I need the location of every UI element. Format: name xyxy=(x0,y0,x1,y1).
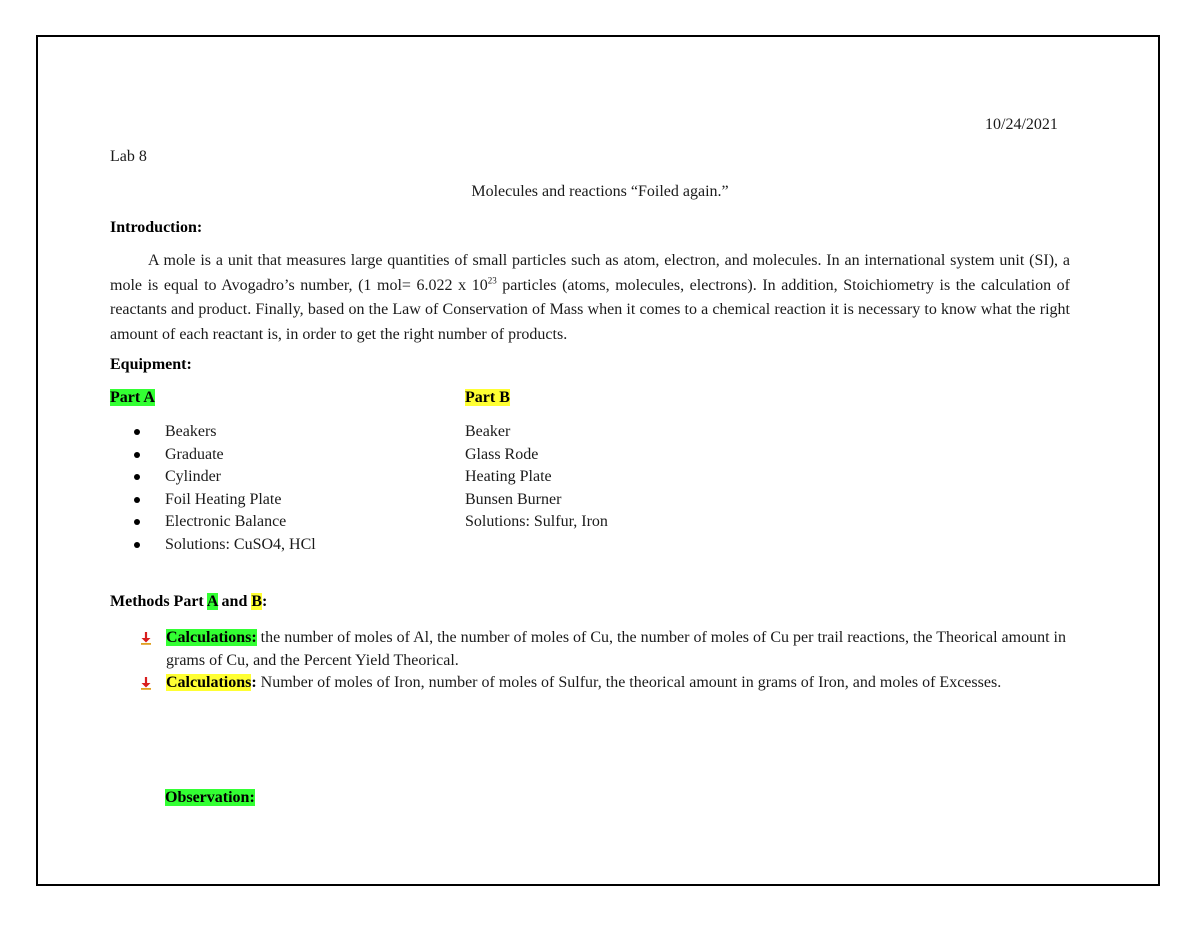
part-a-label: Part A xyxy=(110,389,155,406)
part-b-equipment-list xyxy=(465,421,608,534)
list-item: Beakers xyxy=(110,421,316,444)
list-item: Solutions: Sulfur, Iron xyxy=(465,513,608,530)
date: 10/24/2021 xyxy=(985,116,1058,133)
list-item: Solutions: CuSO4, HCl xyxy=(110,534,316,557)
lab-number: Lab 8 xyxy=(110,148,147,165)
list-item: Glass Rode xyxy=(465,445,539,463)
list-item: Graduate xyxy=(110,444,316,467)
methods-item-b: Calculations: Number of moles of Iron, number of moles of Sulfur, the theorical amount in grams of Iron, and moles of Excesses. xyxy=(138,672,1078,695)
part-b-label: Part B xyxy=(465,389,510,406)
list-item: Cylinder xyxy=(110,466,316,489)
observation-heading: Observation: xyxy=(165,789,255,806)
avogadro-exponent: 23 xyxy=(487,275,497,286)
document-page xyxy=(36,35,1160,886)
list-item: Electronic Balance xyxy=(110,511,316,534)
methods-heading: Methods Part A and B: xyxy=(110,593,268,610)
list-item: Foil Heating Plate xyxy=(110,489,316,512)
list-item: Beaker xyxy=(465,423,511,440)
list-item: Bunsen Burner xyxy=(465,490,562,508)
introduction-paragraph: A mole is a unit that measures large quantities of small particles such as atom, electron, and molecules. In an international system unit (SI), a mole is equal to Avogadro’s number, (1 mol= 6.022 x $10^{23}$ particles (atoms, molecules, electrons). In addition, Stoichiometry is the calculation of reactants and product. Finally, based on the Law of Conservation of Mass when it comes to a chemical reaction it is necessary to know what the right amount of each reactant is, in order to get the right number of products. xyxy=(110,252,1071,343)
list-item: Heating Plate xyxy=(465,468,552,485)
arrow-down-icon xyxy=(138,672,154,692)
methods-item-a: Calculations: the number of moles of Al, the number of moles of Cu, the number of moles of Cu per trail reactions, the Theorical amount in grams of Cu, and the Percent Yield Theorical. xyxy=(138,627,1078,672)
document-title: Molecules and reactions “Foiled again.” xyxy=(471,183,729,200)
equipment-heading: Equipment: xyxy=(110,356,192,373)
arrow-down-icon xyxy=(138,627,154,647)
part-a-equipment-list xyxy=(110,421,316,556)
introduction-heading: Introduction: xyxy=(110,219,203,236)
